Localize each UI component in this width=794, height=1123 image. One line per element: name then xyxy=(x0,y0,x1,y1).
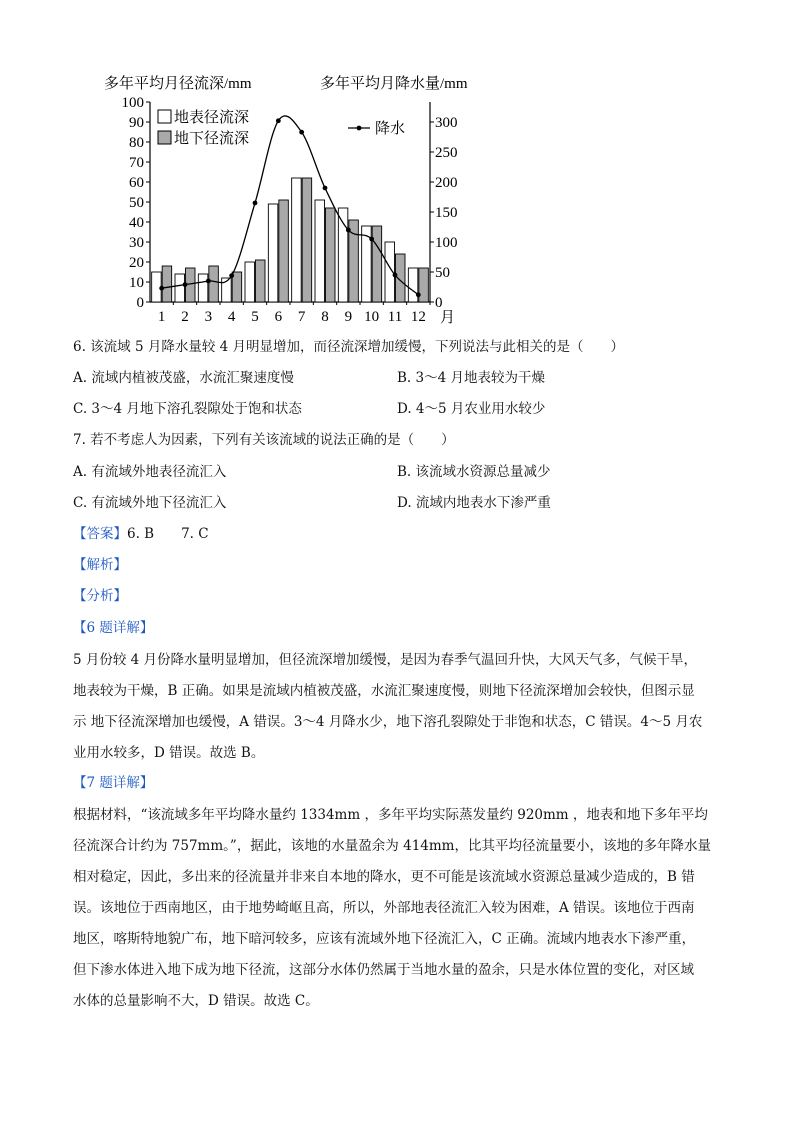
bar-surface-runoff xyxy=(198,274,208,302)
q7-option-b[interactable]: B. 该流域水资源总量减少 xyxy=(397,464,551,480)
precipitation-point xyxy=(159,286,164,291)
detail-7-line: 但下渗水体进入地下成为地下径流，这部分水体仍然属于当地水量的盈余，只是水体位置的变化，对区域 xyxy=(73,962,694,978)
left-tick-label: 30 xyxy=(129,235,144,251)
left-tick-label: 10 xyxy=(129,275,144,291)
right-tick-label: 150 xyxy=(435,204,458,221)
precipitation-point xyxy=(206,279,211,284)
right-tick-label: 50 xyxy=(435,264,450,281)
x-tick-label: 2 xyxy=(181,309,189,325)
detail-7-tag: 【7 题详解】 xyxy=(73,775,154,791)
bar-underground-runoff xyxy=(162,266,172,302)
bar-underground-runoff xyxy=(419,268,429,302)
answer-line xyxy=(73,524,209,544)
detail-6-line: 示 地下径流深增加也缓慢，A 错误。3～4 月降水少，地下溶孔裂隙处于非饱和状态，C 错误。4～5 月农 xyxy=(73,714,703,730)
q6-option-c[interactable]: C. 3～4 月地下溶孔裂隙处于饱和状态 xyxy=(73,401,302,417)
precipitation-point xyxy=(253,201,258,206)
runoff-precipitation-chart xyxy=(100,68,480,330)
bar-surface-runoff xyxy=(315,200,325,302)
answer-text: 6. B 7. C xyxy=(127,526,209,542)
right-tick-label: 100 xyxy=(435,234,458,251)
q7-stem: 7. 若不考虑人为因素，下列有关该流域的说法正确的是（ ） xyxy=(73,432,455,448)
legend-label-precipitation: 降水 xyxy=(375,121,406,137)
left-tick-label: 70 xyxy=(129,155,144,171)
q6-option-a[interactable]: A. 流域内植被茂盛，水流汇聚速度慢 xyxy=(73,370,294,386)
q7-option-c[interactable]: C. 有流域外地下径流汇入 xyxy=(73,495,227,511)
left-tick-label: 90 xyxy=(129,115,144,131)
bar-surface-runoff xyxy=(408,268,418,302)
left-tick-label: 80 xyxy=(129,135,144,151)
precipitation-point xyxy=(346,228,351,233)
x-tick-label: 11 xyxy=(387,309,403,325)
bar-underground-runoff xyxy=(279,200,289,302)
x-unit-label: 月 xyxy=(440,310,456,326)
q7-option-a[interactable]: A. 有流域外地表径流汇入 xyxy=(73,464,227,480)
bar-underground-runoff xyxy=(326,208,336,302)
x-tick-label: 10 xyxy=(364,309,380,325)
x-tick-label: 5 xyxy=(251,309,259,325)
detail-7-line: 误。该地位于西南地区，由于地势崎岖且高，所以，外部地表径流汇入较为困难，A 错误。该地位于西南 xyxy=(73,900,695,916)
fenxi-tag: 【分析】 xyxy=(73,588,127,604)
q6-stem: 6. 该流域 5 月降水量较 4 月明显增加，而径流深增加缓慢，下列说法与此相关的是（ ） xyxy=(73,339,625,355)
q7-option-d[interactable]: D. 流域内地表水下渗严重 xyxy=(397,495,551,511)
right-tick-label: 250 xyxy=(435,144,458,161)
precipitation-point xyxy=(299,130,304,135)
plot-area xyxy=(122,95,458,326)
legend-label-underground: 地下径流深 xyxy=(174,131,250,147)
bar-underground-runoff xyxy=(256,260,266,302)
bar-underground-runoff xyxy=(302,178,312,302)
x-tick-label: 12 xyxy=(410,309,426,325)
q6-option-b[interactable]: B. 3～4 月地表较为干燥 xyxy=(397,370,545,386)
legend-label-surface: 地表径流深 xyxy=(174,110,250,126)
legend-swatch-underground xyxy=(158,131,171,144)
bar-surface-runoff xyxy=(268,204,278,302)
detail-7-line: 相对稳定，因此，多出来的径流量并非来自本地的降水，更不可能是该流域水资源总量减少造成的，B 错 xyxy=(73,869,695,885)
detail-7-line: 径流深合计约为 757mm。”，据此，该地的水量盈余为 414mm，比其平均径流量要小，该地的多年降水量 xyxy=(73,838,711,854)
precipitation-point xyxy=(393,273,398,278)
bar-surface-runoff xyxy=(292,178,302,302)
bar-underground-runoff xyxy=(209,266,219,302)
left-tick-label: 100 xyxy=(121,95,144,111)
answer-tag: 【答案】 xyxy=(73,526,127,542)
right-tick-label: 300 xyxy=(435,114,458,131)
precipitation-point xyxy=(183,282,188,287)
precipitation-point xyxy=(416,292,421,297)
detail-6-line: 业用水较多，D 错误。故选 B。 xyxy=(73,745,265,761)
x-tick-label: 4 xyxy=(227,309,236,325)
x-tick-label: 7 xyxy=(297,309,306,325)
q6-option-d[interactable]: D. 4～5 月农业用水较少 xyxy=(397,401,546,417)
right-tick-label: 0 xyxy=(435,295,443,311)
x-tick-label: 6 xyxy=(274,309,283,325)
legend-swatch-surface xyxy=(158,110,171,123)
detail-6-tag: 【6 题详解】 xyxy=(73,620,154,636)
bar-underground-runoff xyxy=(372,226,382,302)
detail-7-line: 地区，喀斯特地貌广布，地下暗河较多，应该有流域外地下径流汇入，C 正确。流域内地表水下渗严重， xyxy=(73,931,696,947)
right-tick-label: 200 xyxy=(435,174,458,191)
precipitation-point xyxy=(276,118,281,123)
analysis-tag: 【解析】 xyxy=(73,557,127,573)
detail-7-line: 根据材料，“该流域多年平均降水量约 1334mm ，多年平均实际蒸发量约 920mm ，地表和地下多年平均 xyxy=(73,807,708,823)
left-axis-title: 多年平均月径流深/mm xyxy=(104,76,252,92)
bar-surface-runoff xyxy=(175,274,185,302)
left-tick-label: 60 xyxy=(129,175,144,191)
left-tick-label: 20 xyxy=(129,255,144,271)
detail-7-text xyxy=(73,800,723,1017)
legend-dot-precipitation xyxy=(357,126,362,131)
detail-7-line: 水体的总量影响不大，D 错误。故选 C。 xyxy=(73,993,319,1009)
x-tick-label: 3 xyxy=(204,309,213,325)
precipitation-point xyxy=(229,273,234,278)
right-axis-title: 多年平均月降水量/mm xyxy=(320,76,468,92)
x-tick-label: 1 xyxy=(157,309,166,325)
left-tick-label: 0 xyxy=(136,295,144,311)
x-tick-label: 8 xyxy=(321,309,329,325)
bar-surface-runoff xyxy=(245,262,255,302)
x-tick-label: 9 xyxy=(344,309,353,325)
left-tick-label: 40 xyxy=(129,215,144,231)
detail-6-line: 地表较为干燥，B 正确。如果是流域内植被茂盛，水流汇聚速度慢，则地下径流深增加会较快，但图示显 xyxy=(73,683,695,699)
detail-6-text xyxy=(73,645,723,769)
precipitation-point xyxy=(323,186,328,191)
detail-6-line: 5 月份较 4 月份降水量明显增加，但径流深增加缓慢，是因为春季气温回升快，大风天气多，气候干旱， xyxy=(73,652,698,668)
precipitation-point xyxy=(369,237,374,242)
left-tick-label: 50 xyxy=(129,195,144,211)
